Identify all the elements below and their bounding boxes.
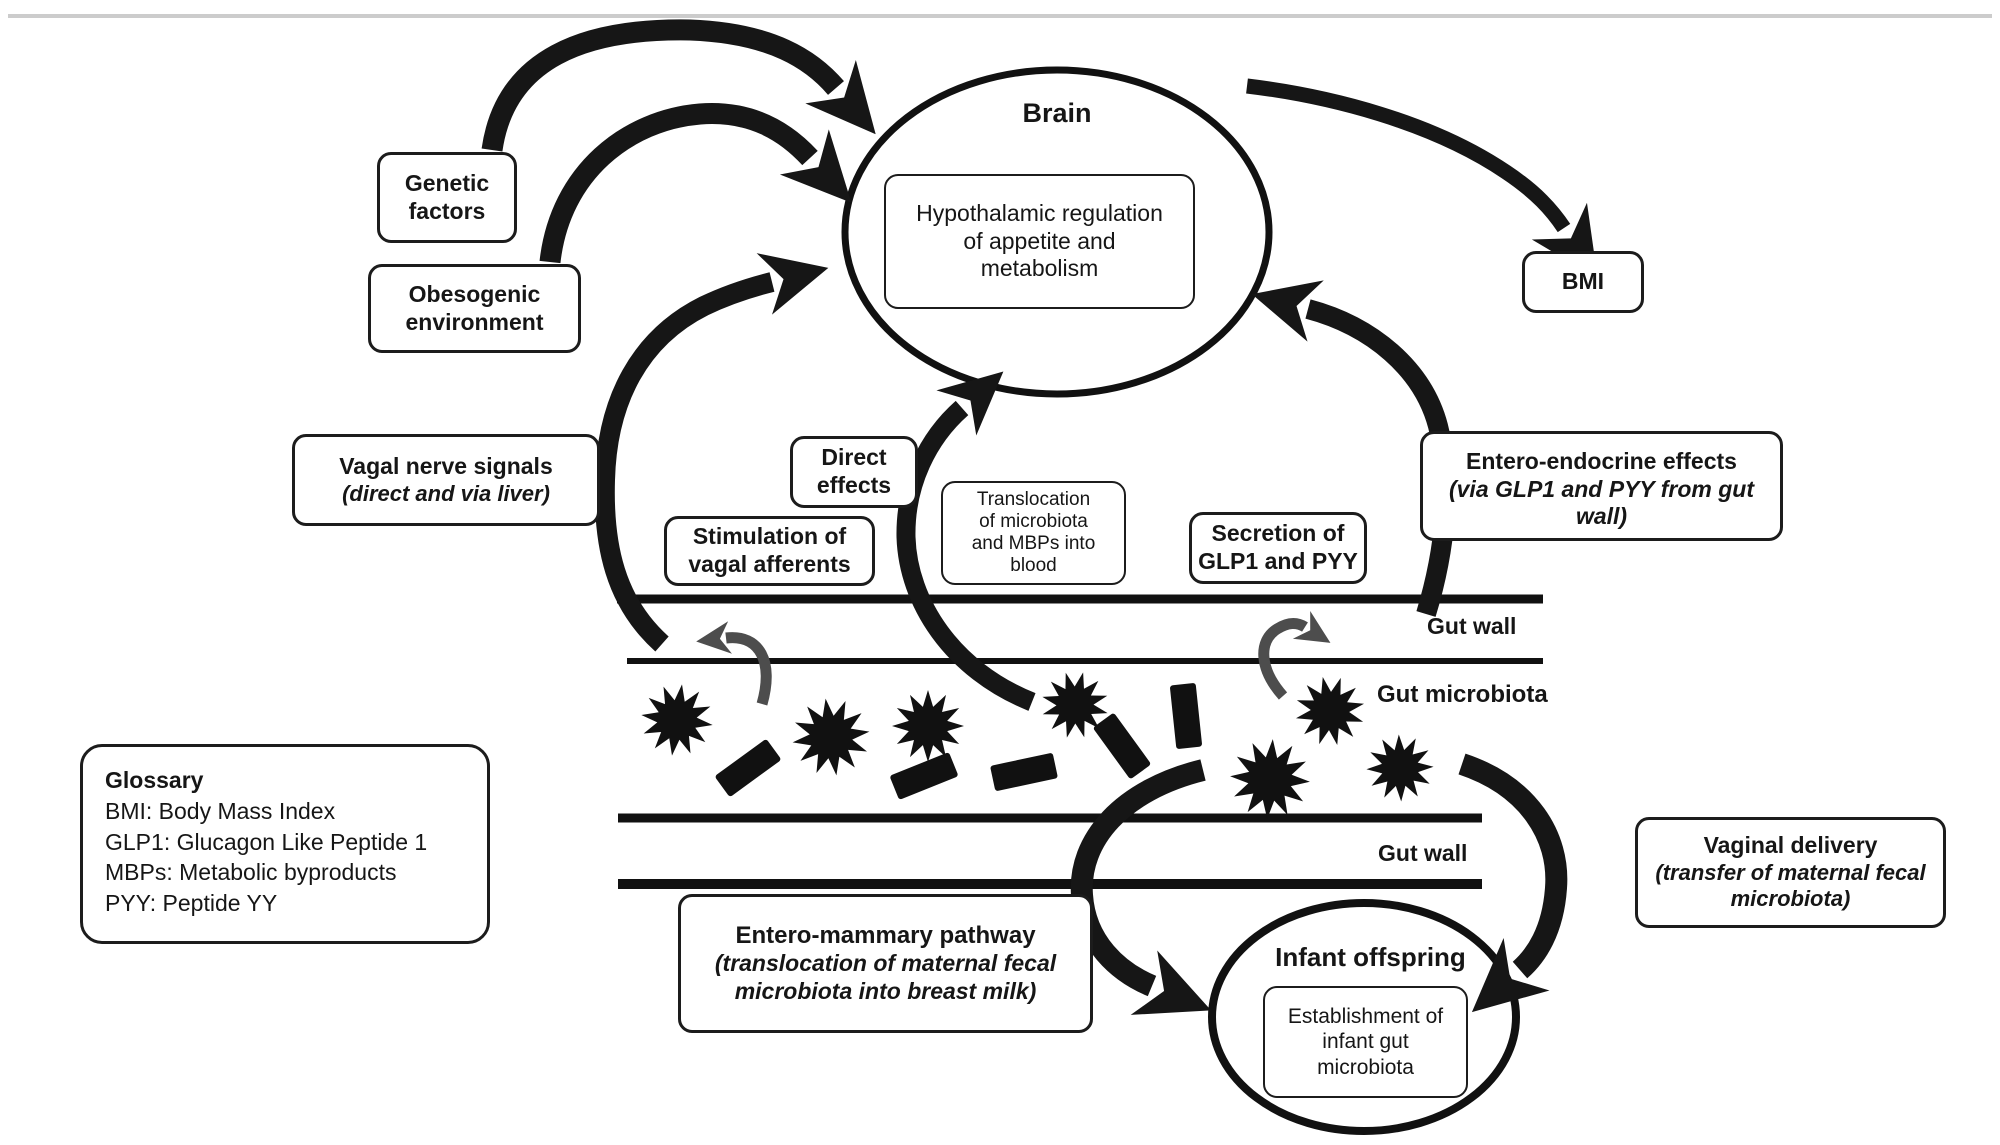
microbe-rod <box>990 753 1058 792</box>
node-sublabel: (via GLP1 and PYY from gut wall) <box>1448 475 1755 530</box>
node-direct-effects <box>790 436 918 508</box>
microbe-burst <box>780 686 881 787</box>
node-label: Translocation of microbiota and MBPs into blood <box>971 488 1096 577</box>
glossary-entry: MBPs: Metabolic byproducts <box>105 859 397 886</box>
node-vaginal-delivery <box>1635 817 1946 928</box>
node-bmi <box>1522 251 1644 313</box>
node-genetic-factors <box>377 152 517 243</box>
brain-label: Brain <box>1022 98 1092 128</box>
node-obesogenic-environment <box>368 264 581 353</box>
gut-wall-bottom-label: Gut wall <box>1378 840 1468 866</box>
node-entero-endocrine-effects <box>1420 431 1783 541</box>
node-label: Entero-endocrine effects <box>1466 448 1737 474</box>
glossary-box <box>80 744 490 944</box>
node-stimulation-vagal-afferents <box>664 516 875 586</box>
arrow-brain-to-bmi <box>1247 86 1564 228</box>
node-label: BMI <box>1561 268 1605 295</box>
node-label: Stimulation of vagal afferents <box>688 523 851 577</box>
microbe-burst <box>1227 736 1312 821</box>
microbe-burst <box>1286 667 1374 755</box>
node-sublabel: (transfer of maternal fecal microbiota) <box>1655 859 1926 912</box>
arrow-vagal-to-brain <box>605 282 772 644</box>
microbe-burst <box>892 690 964 762</box>
node-vagal-nerve-signals <box>292 434 600 526</box>
glossary-entry: GLP1: Glucagon Like Peptide 1 <box>105 828 428 855</box>
node-label: Hypothalamic regulation of appetite and metabolism <box>916 200 1163 282</box>
microbe-burst <box>1355 723 1446 814</box>
microbe-rod <box>889 752 958 800</box>
gut-microbiota-label: Gut microbiota <box>1377 681 1548 708</box>
node-label: Obesogenic environment <box>405 280 544 335</box>
node-sublabel: (translocation of maternal fecal microbiota into breast milk) <box>714 950 1057 1004</box>
microbe-rod <box>714 739 781 798</box>
top-rule <box>8 14 1992 18</box>
node-translocation-mbps <box>941 481 1126 585</box>
node-label: Genetic factors <box>404 169 490 224</box>
arrow-obesogenic-to-brain <box>550 114 810 262</box>
glossary-entry: BMI: Body Mass Index <box>105 797 336 824</box>
node-label: Secretion of GLP1 and PYY <box>1198 520 1358 574</box>
node-secretion-glp1-pyy <box>1189 512 1367 584</box>
node-label: Entero-mammary pathway <box>735 921 1036 949</box>
node-label: Vaginal delivery <box>1703 832 1878 859</box>
microbe-rod <box>1170 683 1203 749</box>
node-label: Establishment of infant gut microbiota <box>1287 1004 1444 1079</box>
microbe-burst <box>636 679 717 760</box>
gray-arrow-through-wall-left <box>726 638 766 704</box>
node-label: Direct effects <box>816 444 892 498</box>
glossary-title: Glossary <box>105 767 204 793</box>
gut-wall-top-label: Gut wall <box>1427 613 1517 639</box>
node-establishment-infant-gut <box>1263 986 1468 1098</box>
node-sublabel: (direct and via liver) <box>342 480 550 506</box>
microbe-rod <box>1093 712 1152 779</box>
infant-offspring-label: Infant offspring <box>1275 942 1466 972</box>
node-entero-mammary-pathway <box>678 894 1093 1033</box>
node-hypothalamic-regulation <box>884 174 1195 309</box>
node-label: Vagal nerve signals <box>339 453 553 479</box>
arrow-enteromammary-to-infant <box>1082 770 1203 986</box>
glossary-entry: PYY: Peptide YY <box>105 890 278 917</box>
